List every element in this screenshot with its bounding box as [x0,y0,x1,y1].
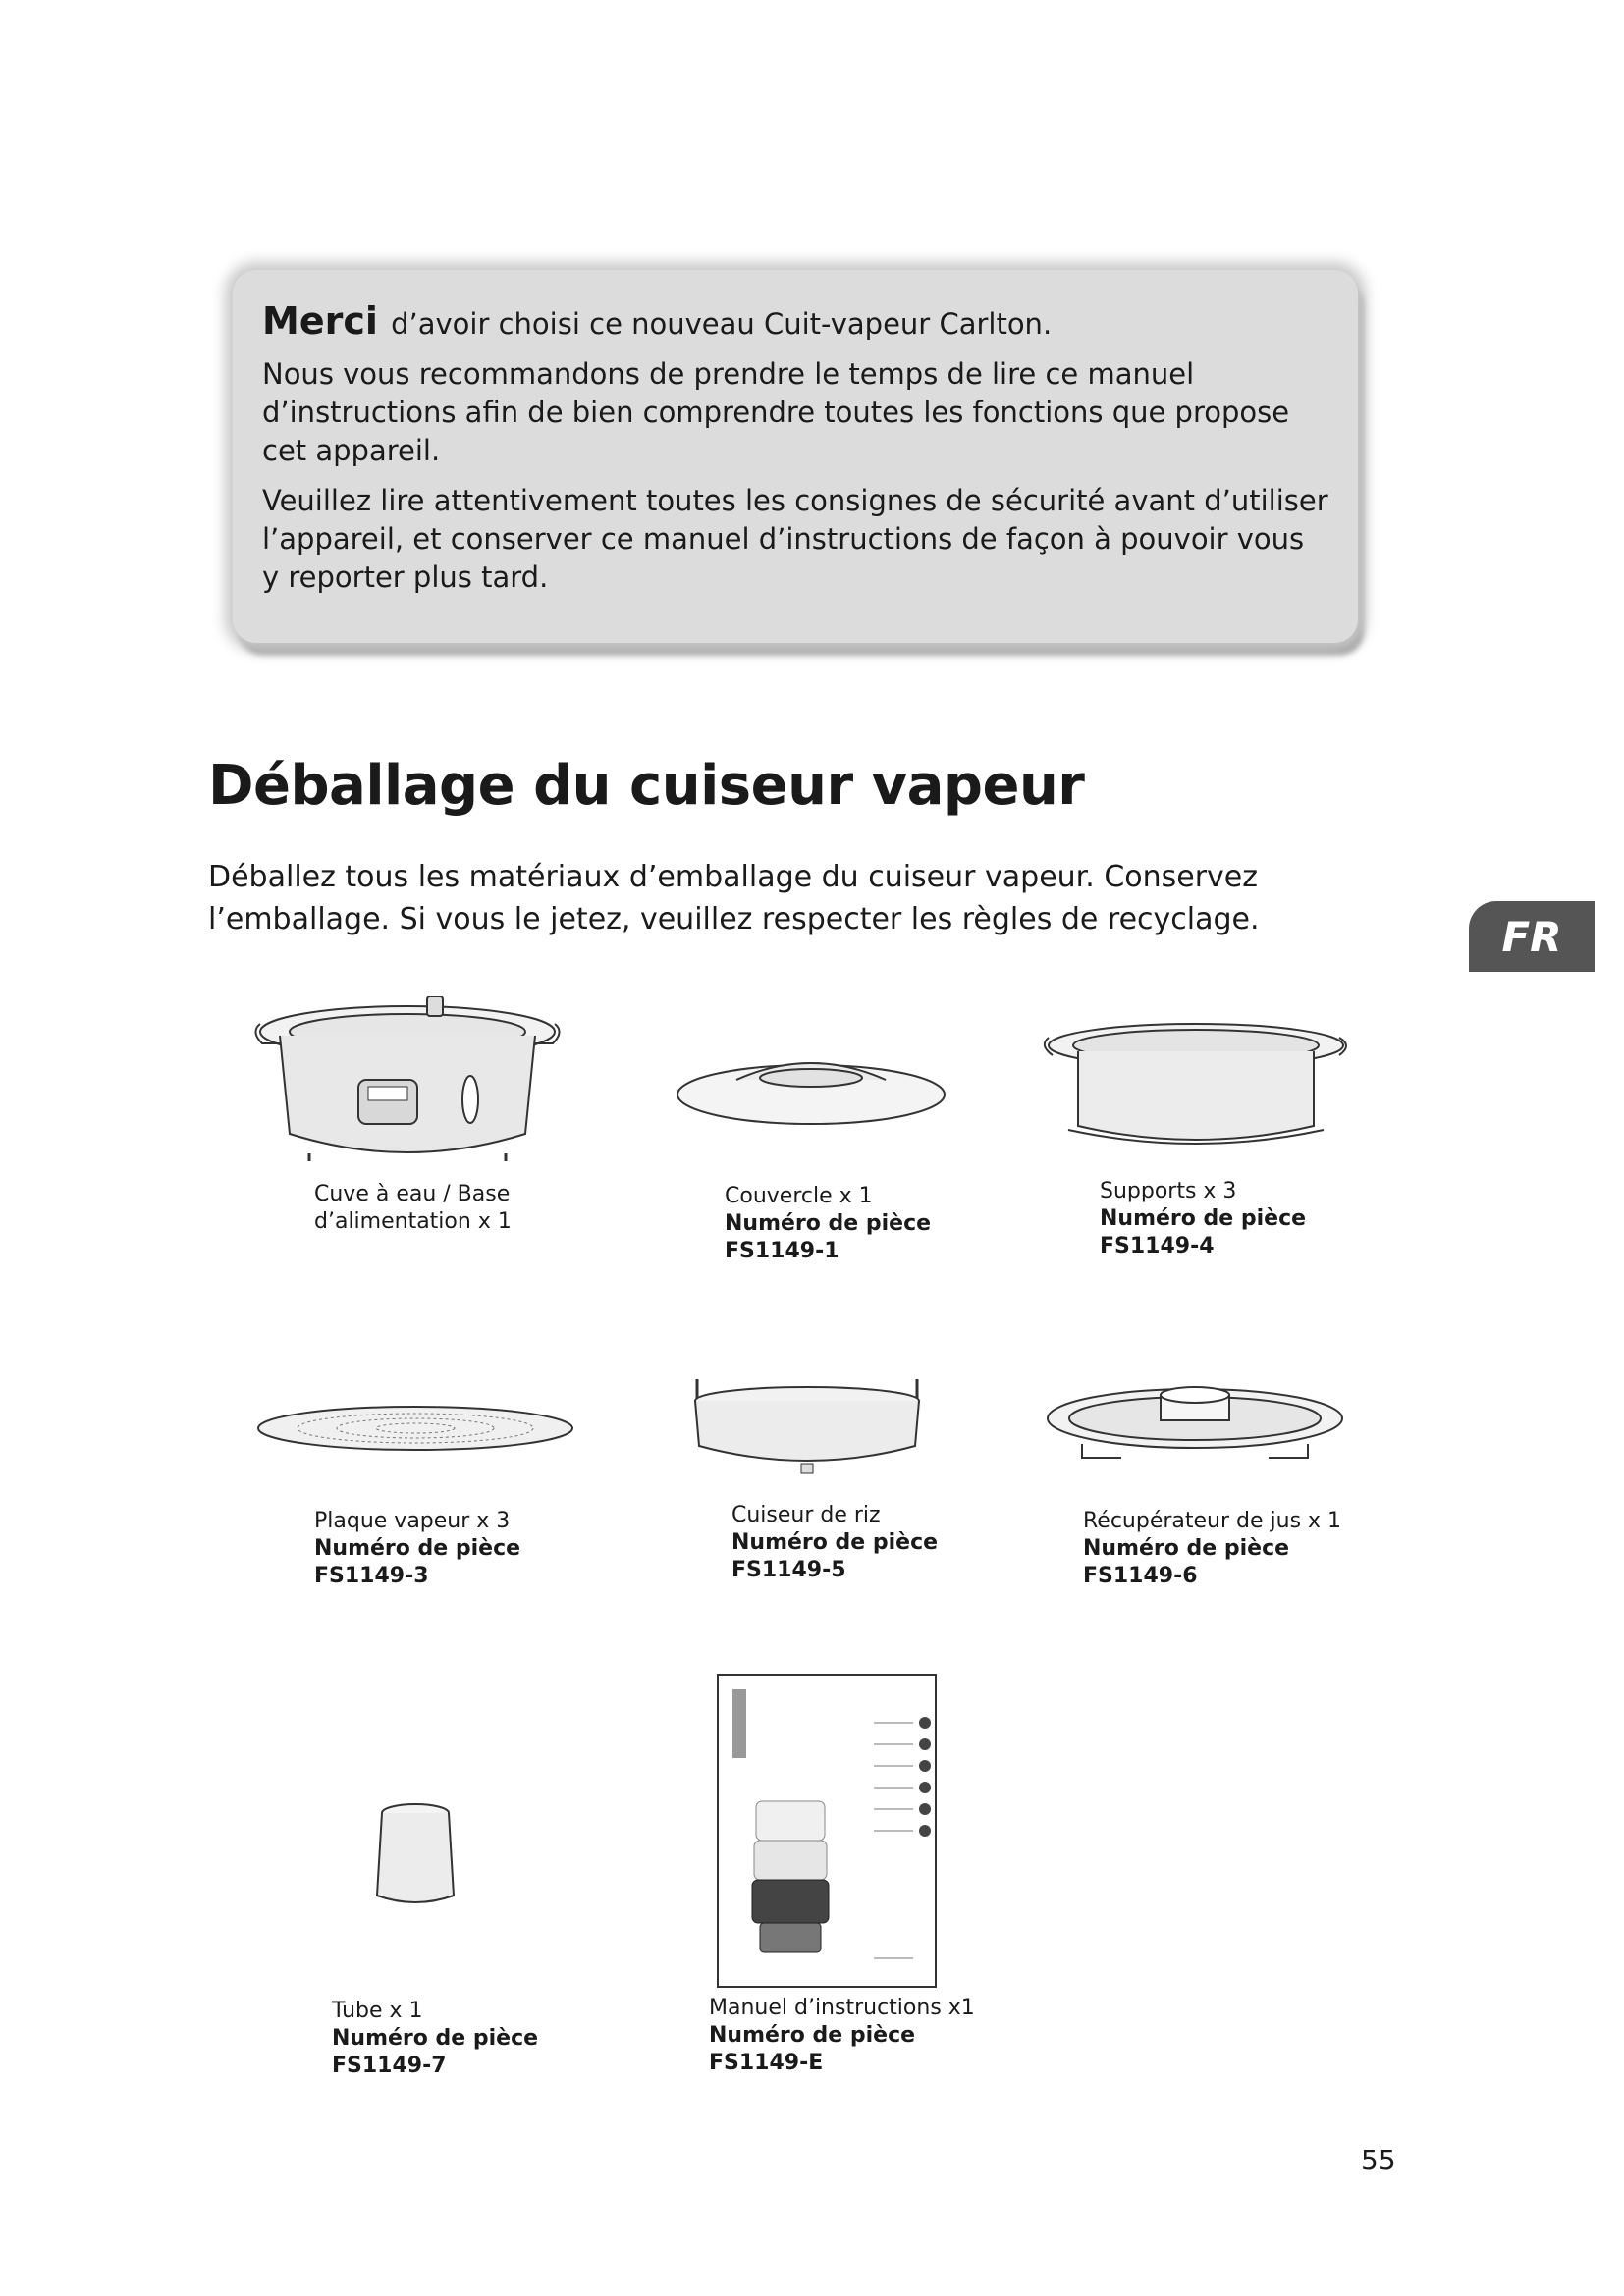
rice-cooker-illustration [687,1369,927,1479]
intro-paragraph-2: Nous vous recommandons de prendre le temps de lire ce manuel d’instructions afin de bien comprendre toutes les fonctions que propose cet appareil. [262,357,1290,467]
steam-plate-illustration [253,1399,577,1458]
tube-illustration [371,1801,460,1909]
part-label-rice-cooker [731,1502,938,1584]
part-label-water-tank [314,1181,512,1236]
intro-line-1 [262,299,1328,344]
part-number-label: Numéro de pièce [314,1536,521,1561]
part-code: FS1149-3 [314,1564,429,1588]
part-number-label: Numéro de pièce [731,1530,939,1555]
part-name: Cuve à eau / Base [314,1182,511,1206]
language-tab: FR [1469,901,1595,972]
part-name: Récupérateur de jus x 1 [1083,1509,1342,1533]
part-label-drip-tray [1083,1508,1341,1590]
part-name: Plaque vapeur x 3 [314,1509,511,1533]
part-name-line-2: d’alimentation x 1 [314,1209,512,1234]
part-name: Manuel d’instructions x1 [709,1996,975,2020]
part-label-supports [1100,1178,1306,1260]
part-name: Cuiseur de riz [731,1503,881,1527]
part-number-label: Numéro de pièce [709,2023,916,2048]
intro-paragraph-3: Veuillez lire attentivement toutes les consignes de sécurité avant d’utiliser l’appareil, et conserver ce manuel d’instructions de façon à pouvoir vous y reporter plus tard. [262,484,1328,594]
part-code: FS1149-5 [731,1558,846,1582]
part-code: FS1149-E [709,2051,824,2075]
water-tank-base-illustration [250,996,565,1163]
part-label-lid [725,1183,931,1265]
part-label-steam-plate [314,1508,520,1590]
part-name: Couvercle x 1 [725,1184,873,1208]
section-title: Déballage du cuiseur vapeur [208,754,1085,818]
supports-illustration [1039,1016,1353,1153]
merci-heading: Merci [262,299,378,343]
intro-box [233,270,1358,643]
instruction-manual-illustration [717,1674,937,1988]
page-number: 55 [1361,2144,1396,2176]
part-code: FS1149-6 [1083,1564,1198,1588]
part-number-label: Numéro de pièce [1083,1536,1290,1561]
part-name: Supports x 3 [1100,1179,1237,1203]
intro-line-1-text: d’avoir choisi ce nouveau Cuit-vapeur Carlton. [391,307,1053,341]
part-code: FS1149-4 [1100,1234,1215,1258]
part-name: Tube x 1 [332,1999,423,2023]
part-label-manual [709,1995,975,2077]
lid-illustration [674,1050,948,1129]
part-number-label: Numéro de pièce [332,2026,539,2051]
part-number-label: Numéro de pièce [1100,1206,1307,1231]
part-number-label: Numéro de pièce [725,1211,932,1236]
part-label-tube [332,1998,538,2080]
section-intro-text: Déballez tous les matériaux d’emballage du cuiseur vapeur. Conservez l’emballage. Si vous le jetez, veuillez respecter les règles de recyclage. [208,860,1260,936]
part-code: FS1149-1 [725,1239,839,1263]
drip-tray-illustration [1043,1379,1347,1472]
part-code: FS1149-7 [332,2054,447,2078]
